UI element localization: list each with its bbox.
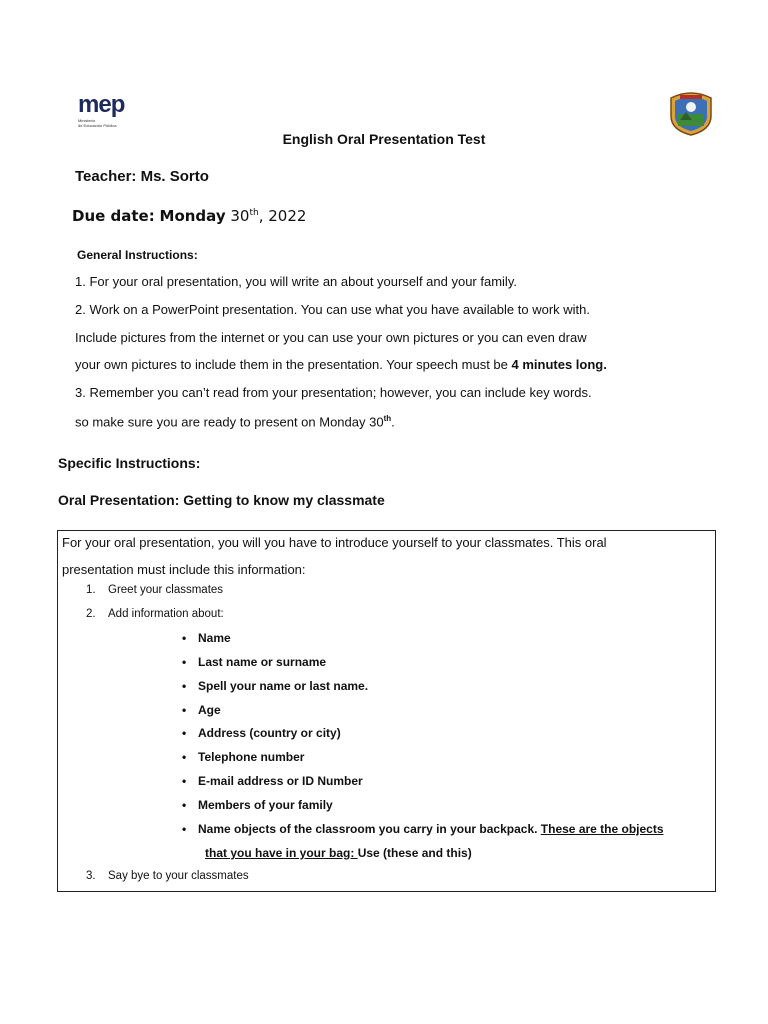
mep-logo [78, 91, 148, 128]
list-item [86, 608, 224, 620]
instruction-line-5: 3. Remember you can’t read from your presentation; however, you can include key words. [75, 385, 592, 400]
instruction-line-3: Include pictures from the internet or you can use your own pictures or you can even draw [75, 330, 587, 345]
school-seal-icon [666, 90, 716, 136]
due-date-number: 30 [230, 207, 250, 225]
instruction-line-6-suffix: th [383, 414, 392, 423]
instruction-line-6 [75, 405, 715, 435]
bullet-icon: • [182, 774, 187, 788]
bullet-icon: • [182, 750, 187, 764]
logo-sub-line2: de Educación Pública [78, 123, 117, 128]
box-intro-line-2: presentation must include this information: [62, 562, 306, 577]
speech-length: 4 minutes long [511, 357, 604, 372]
due-date-label: Due date: [72, 207, 155, 225]
bullet-underlined-text: that you have in your bag: [205, 846, 358, 860]
bullet-item [182, 703, 221, 717]
oral-presentation-heading: Oral Presentation: Getting to know my classmate [58, 492, 385, 508]
due-date-day: Monday [159, 207, 226, 225]
bullet-text: Name objects of the classroom you carry in your backpack. [198, 822, 541, 836]
list-number: 1. [86, 584, 96, 596]
mep-logo-subtitle [78, 118, 148, 128]
mep-logo-wordmark [78, 91, 148, 118]
teacher-line: Teacher: Ms. Sorto [75, 168, 209, 185]
instruction-line-4-end: . [603, 357, 607, 372]
bullet-text: Members of your family [198, 798, 333, 812]
bullet-item [182, 750, 304, 764]
list-item [86, 870, 249, 882]
bullet-text: Age [198, 703, 221, 717]
due-date-year: , 2022 [258, 207, 307, 225]
bullet-icon: • [182, 726, 187, 740]
bullet-item [182, 679, 368, 693]
bullet-item [182, 798, 333, 812]
instruction-line-6-end: . [391, 414, 395, 430]
instruction-line-4-text: your own pictures to include them in the presentation. Your speech must be [75, 357, 512, 372]
bullet-icon: • [182, 655, 187, 669]
bullet-icon: • [182, 822, 187, 836]
bullet-item [182, 655, 326, 669]
specific-instructions-heading: Specific Instructions: [58, 455, 201, 471]
instruction-line-4 [75, 351, 715, 378]
list-number: 3. [86, 870, 96, 882]
list-item-text: Add information about: [108, 608, 224, 620]
bullet-underlined-text: These are the objects [540, 822, 664, 836]
bullet-text: Address (country or city) [198, 726, 341, 740]
bullet-item [182, 631, 231, 645]
bullet-text: Name [198, 631, 231, 645]
bullet-continuation [205, 846, 472, 860]
bullet-icon: • [182, 798, 187, 812]
bullet-icon: • [182, 703, 187, 717]
list-number: 2. [86, 608, 96, 620]
due-date-line [72, 207, 306, 225]
bullet-icon: • [182, 631, 187, 645]
logo-ep: ep [98, 91, 125, 118]
bullet-icon: • [182, 679, 187, 693]
due-date-suffix: th [249, 208, 259, 218]
list-item-text: Greet your classmates [108, 584, 224, 596]
bullet-item [182, 774, 363, 788]
bullet-text: E-mail address or ID Number [198, 774, 363, 788]
bullet-text: Use (these and this) [357, 846, 472, 860]
bullet-item [182, 822, 664, 836]
list-item-text: Say bye to your classmates [108, 870, 249, 882]
logo-m: m [78, 91, 99, 118]
box-intro [62, 529, 702, 583]
logo-sub-line1: Ministerio [78, 118, 96, 123]
bullet-text: Spell your name or last name. [198, 679, 369, 693]
general-instructions-heading: General Instructions: [77, 248, 198, 262]
instruction-line-6-text: so make sure you are ready to present on Monday 30 [75, 414, 384, 430]
box-intro-line-1: For your oral presentation, you will you have to introduce yourself to your classmates. This oral [62, 535, 607, 550]
page-title: English Oral Presentation Test [282, 131, 486, 147]
instruction-line-2: 2. Work on a PowerPoint presentation. You can use what you have available to work with. [75, 302, 591, 317]
instruction-line-1: 1. For your oral presentation, you will write an about yourself and your family. [75, 274, 517, 289]
list-item [86, 584, 223, 596]
bullet-text: Last name or surname [198, 655, 327, 669]
bullet-item [182, 726, 341, 740]
bullet-text: Telephone number [198, 750, 305, 764]
